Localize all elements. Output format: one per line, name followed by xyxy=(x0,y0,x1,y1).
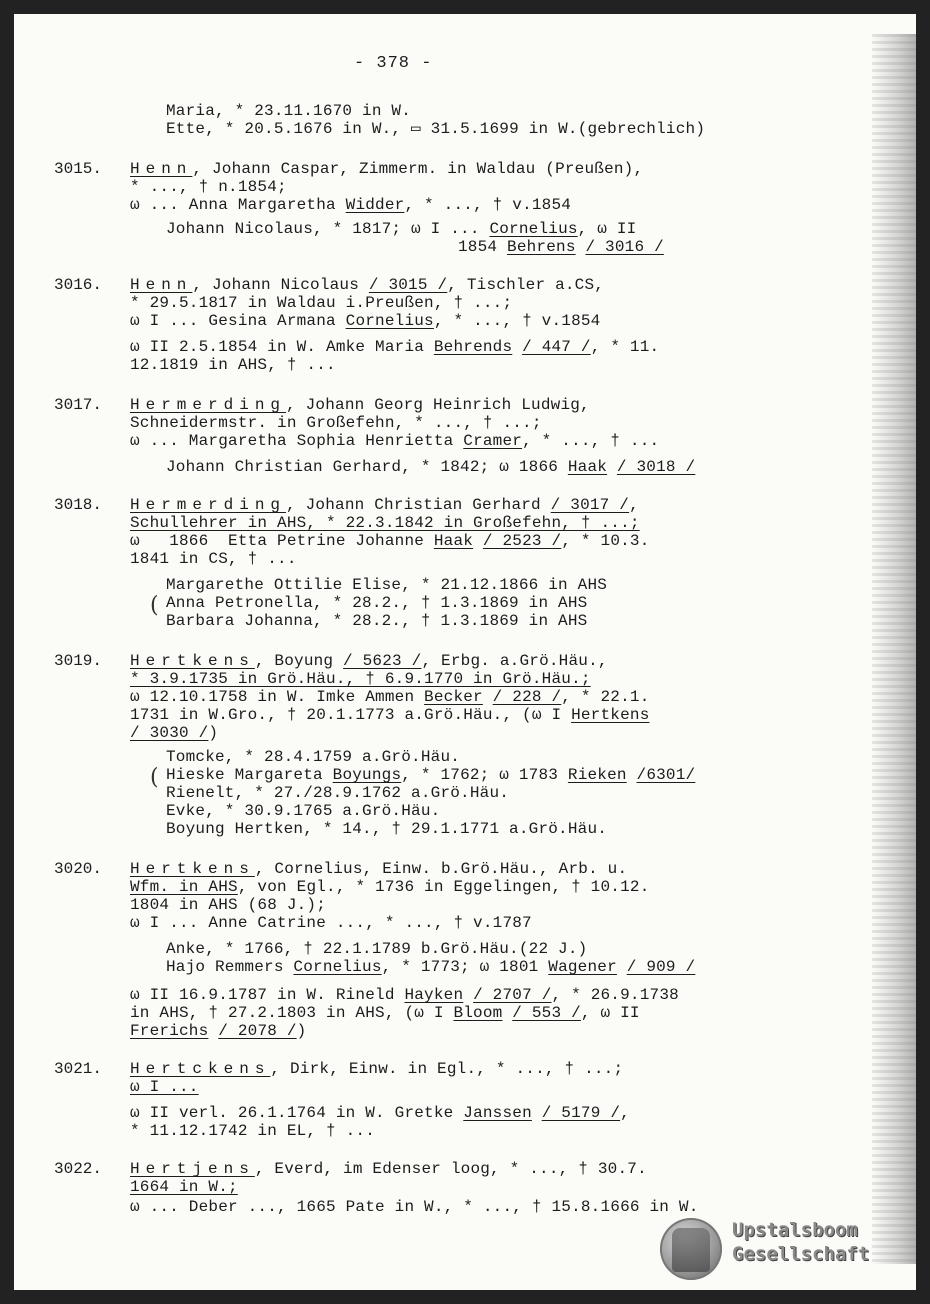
entry-number: 3017. xyxy=(54,396,103,414)
cross-reference: / 553 / xyxy=(512,1004,581,1022)
page-number: - 378 - xyxy=(354,54,433,73)
child-line: Johann Nicolaus, * 1817; ω I ... Cornelius, ω II xyxy=(166,220,637,238)
entry-line: Frerichs / 2078 /) xyxy=(130,1022,307,1040)
cross-reference: / 447 / xyxy=(522,338,591,356)
entry-number: 3020. xyxy=(54,860,103,878)
entry-line: * 3.9.1735 in Grö.Häu., † 6.9.1770 in Grö.Häu.; xyxy=(130,670,591,688)
entry-line: ω II verl. 26.1.1764 in W. Gretke Janssen / 5179 /, xyxy=(130,1104,630,1122)
entry-line: ω 1866 Etta Petrine Johanne Haak / 2523 /, * 10.3. xyxy=(130,532,650,550)
entry-line: Wfm. in AHS, von Egl., * 1736 in Eggelingen, † 10.12. xyxy=(130,878,650,896)
cross-reference: / 5623 / xyxy=(343,652,422,670)
entry-line: ω ... Margaretha Sophia Henrietta Cramer, * ..., † ... xyxy=(130,432,660,450)
entry-line: ω II 16.9.1787 in W. Rineld Hayken / 2707 /, * 26.9.1738 xyxy=(130,986,679,1004)
entry-line: Maria, * 23.11.1670 in W. xyxy=(166,102,412,120)
entry-line: Hertkens, Cornelius, Einw. b.Grö.Häu., Arb. u. xyxy=(130,860,628,878)
entry-line: 1664 in W.; xyxy=(130,1178,238,1196)
cross-reference: / 2523 / xyxy=(482,532,562,550)
cross-reference: / 2707 / xyxy=(473,986,552,1004)
entry-number: 3021. xyxy=(54,1060,103,1078)
cross-reference: / 3016 / xyxy=(585,238,664,256)
entry-line: Henn, Johann Caspar, Zimmerm. in Waldau (Preußen), xyxy=(130,160,644,178)
child-line: Rienelt, * 27./28.9.1762 a.Grö.Häu. xyxy=(166,784,510,802)
surname: Hertkens xyxy=(130,860,255,878)
entry-line: ω II 2.5.1854 in W. Amke Maria Behrends / 447 /, * 11. xyxy=(130,338,660,356)
entry-line: * 29.5.1817 in Waldau i.Preußen, † ...; xyxy=(130,294,513,312)
seal-icon xyxy=(660,1218,722,1280)
entry-line: ω ... Anna Margaretha Widder, * ..., † v.1854 xyxy=(130,196,572,214)
surname: Henn xyxy=(130,276,193,294)
child-line: Tomcke, * 28.4.1759 a.Grö.Häu. xyxy=(166,748,461,766)
entry-line: Hermerding, Johann Georg Heinrich Ludwig, xyxy=(130,396,590,414)
surname: Hertckens xyxy=(130,1060,271,1078)
society-logo xyxy=(660,1212,910,1284)
surname: Hertjens xyxy=(130,1160,255,1178)
entry-line: Hertkens, Boyung / 5623 /, Erbg. a.Grö.Häu., xyxy=(130,652,608,670)
entry-line: * 11.12.1742 in EL, † ... xyxy=(130,1122,376,1140)
child-line: Hieske Margareta Boyungs, * 1762; ω 1783 Rieken /6301/ xyxy=(166,766,696,784)
entry-line: / 3030 /) xyxy=(130,724,219,742)
entry-line: ω ... Deber ..., 1665 Pate in W., * ..., † 15.8.1666 in W. xyxy=(130,1198,699,1216)
cross-reference: / 228 / xyxy=(492,688,562,706)
child-line: Boyung Hertken, * 14., † 29.1.1771 a.Grö.Häu. xyxy=(166,820,608,838)
cross-reference: /6301/ xyxy=(636,766,696,784)
entry-number: 3018. xyxy=(54,496,103,514)
surname: Hermerding xyxy=(130,396,287,414)
child-line: Evke, * 30.9.1765 a.Grö.Häu. xyxy=(166,802,441,820)
child-line: Anke, * 1766, † 22.1.1789 b.Grö.Häu.(22 J.) xyxy=(166,940,588,958)
entry-line: 1804 in AHS (68 J.); xyxy=(130,896,327,914)
child-line: Johann Christian Gerhard, * 1842; ω 1866 Haak / 3018 / xyxy=(166,458,696,476)
cross-reference: / 2078 / xyxy=(218,1022,297,1040)
child-line: 1854 Behrens / 3016 / xyxy=(458,238,664,256)
surname: Henn xyxy=(130,160,193,178)
entry-line: ω I ... xyxy=(130,1078,199,1096)
entry-line: ω I ... Gesina Armana Cornelius, * ..., † v.1854 xyxy=(130,312,601,330)
entry-line: * ..., † n.1854; xyxy=(130,178,287,196)
entry-line: Hermerding, Johann Christian Gerhard / 3017 /, xyxy=(130,496,639,514)
child-line: Margarethe Ottilie Elise, * 21.12.1866 in AHS xyxy=(166,576,608,594)
entry-number: 3019. xyxy=(54,652,103,670)
scan-edge-noise xyxy=(872,34,916,1264)
child-line: Anna Petronella, * 28.2., † 1.3.1869 in AHS xyxy=(166,594,588,612)
cross-reference: / 909 / xyxy=(626,958,696,976)
entry-line: Hertckens, Dirk, Einw. in Egl., * ..., † ...; xyxy=(130,1060,624,1078)
entry-number: 3016. xyxy=(54,276,103,294)
twin-bracket: ( xyxy=(150,765,159,790)
entry-line: ω 12.10.1758 in W. Imke Ammen Becker / 228 /, * 22.1. xyxy=(130,688,650,706)
entry-line: ω I ... Anne Catrine ..., * ..., † v.1787 xyxy=(130,914,532,932)
entry-line: 12.1819 in AHS, † ... xyxy=(130,356,336,374)
cross-reference: / 5179 / xyxy=(541,1104,621,1122)
cross-reference: / 3030 / xyxy=(130,724,209,742)
child-line: Hajo Remmers Cornelius, * 1773; ω 1801 Wagener / 909 / xyxy=(166,958,696,976)
cross-reference: / 3017 / xyxy=(550,496,630,514)
logo-text: Upstalsboom Gesellschaft xyxy=(732,1219,870,1265)
spouse-name: Widder xyxy=(345,196,405,214)
entry-line: 1841 in CS, † ... xyxy=(130,550,297,568)
entry-line: Henn, Johann Nicolaus / 3015 /, Tischler a.CS, xyxy=(130,276,605,294)
surname: Hertkens xyxy=(130,652,255,670)
entry-number: 3015. xyxy=(54,160,103,178)
entry-line: Schullehrer in AHS, * 22.3.1842 in Großefehn, † ...; xyxy=(130,514,640,532)
cross-reference: / 3018 / xyxy=(616,458,696,476)
entry-line: Schneidermstr. in Großefehn, * ..., † ...; xyxy=(130,414,542,432)
entry-line: 1731 in W.Gro., † 20.1.1773 a.Grö.Häu., (ω I Hertkens xyxy=(130,706,650,724)
entry-number: 3022. xyxy=(54,1160,103,1178)
cross-reference: / 3015 / xyxy=(368,276,448,294)
document-page xyxy=(14,14,916,1290)
entry-line: Hertjens, Everd, im Edenser loog, * ..., † 30.7. xyxy=(130,1160,647,1178)
child-line: Barbara Johanna, * 28.2., † 1.3.1869 in AHS xyxy=(166,612,588,630)
entry-line: in AHS, † 27.2.1803 in AHS, (ω I Bloom / 553 /, ω II xyxy=(130,1004,640,1022)
twin-bracket: ( xyxy=(150,593,159,618)
surname: Hermerding xyxy=(130,496,287,514)
entry-line: Ette, * 20.5.1676 in W., ▭ 31.5.1699 in W.(gebrechlich) xyxy=(166,120,706,138)
